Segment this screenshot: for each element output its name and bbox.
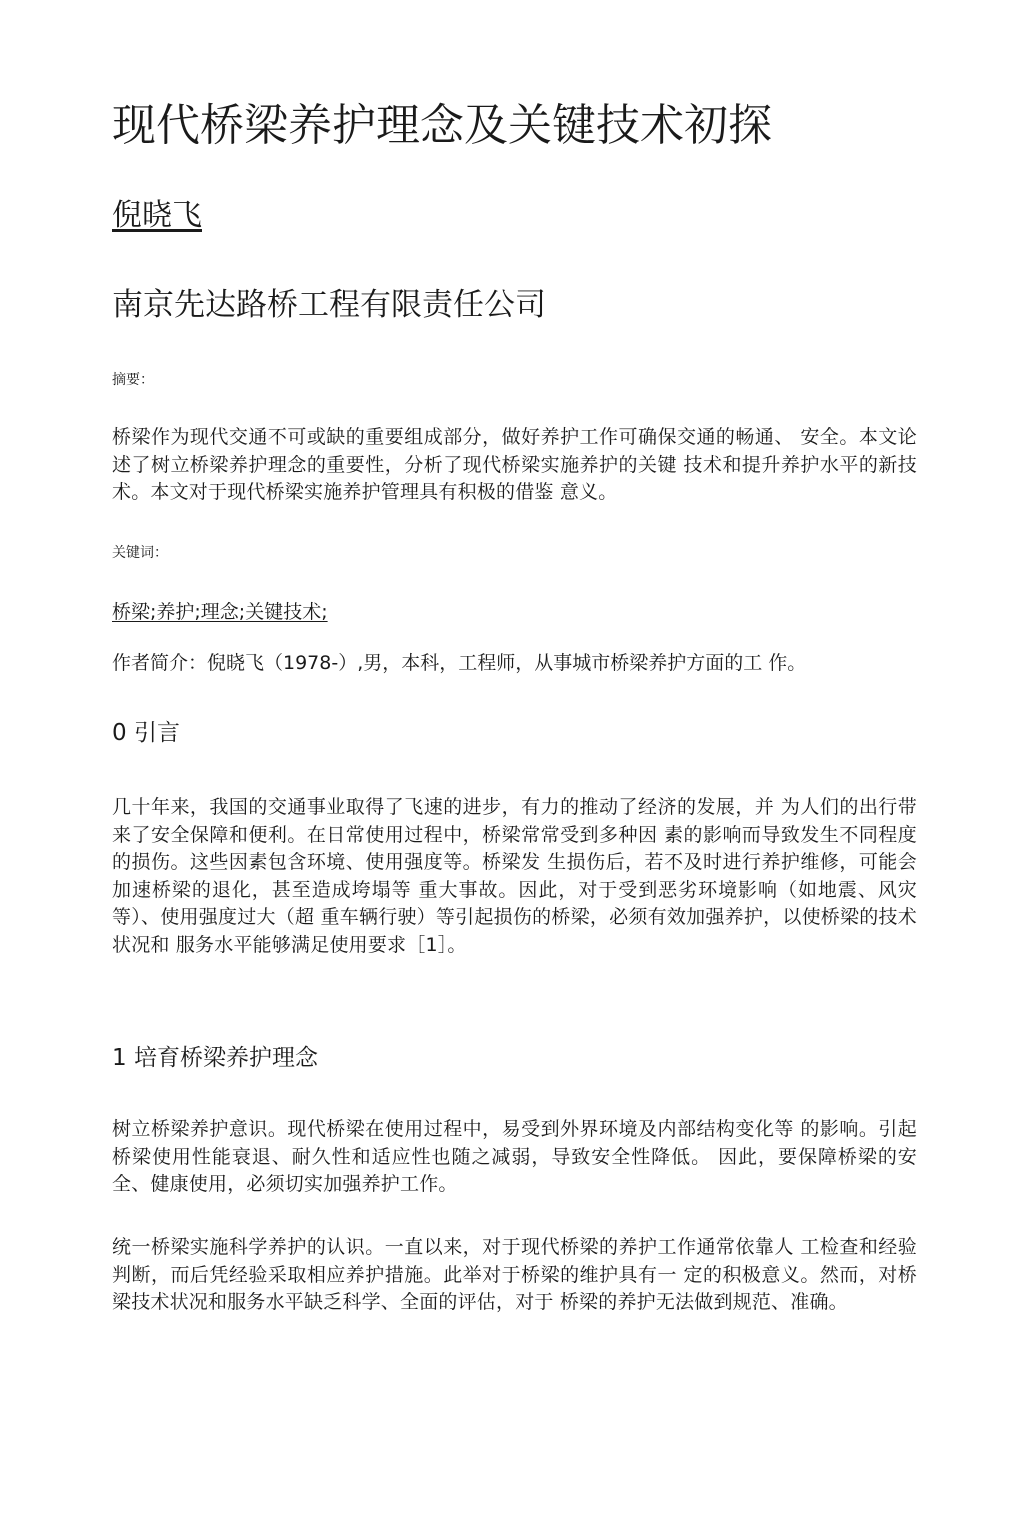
abstract-text: 桥梁作为现代交通不可或缺的重要组成部分，做好养护工作可确保交通的畅通、 安全。本文论述了树立桥梁养护理念的重要性，分析了现代桥梁实施养护的关键 技术和提升养护水平的新技术。本文对于现代桥梁实施养护管理具有积极的借鉴 意义。 — [112, 426, 917, 503]
document-title: 现代桥梁养护理念及关键技术初探 — [112, 100, 772, 151]
keywords-label: 关键词： — [112, 545, 168, 561]
section-paragraph: 几十年来，我国的交通事业取得了飞速的进步，有力的推动了经济的发展，并 为人们的出行带来了安全保障和便利。在日常使用过程中，桥梁常常受到多种因 素的影响而导致发生不同程度的损伤。这些因素包含环境、使用强度等。桥梁发 生损伤后，若不及时进行养护维修，可能会加速桥梁的退化，甚至造成垮塌等 重大事故。因此，对于受到恶劣环境影响（如地震、风灾等）、使用强度过大（超 重车辆行驶）等引起损伤的桥梁，必须有效加强养护，以使桥梁的技术状况和 服务水平能够满足使用要求［1］。 — [112, 796, 917, 956]
section-heading-concept: 1 培育桥梁养护理念 — [112, 1045, 318, 1071]
abstract-label: 摘要： — [112, 372, 154, 388]
keywords-text: 桥梁;养护;理念;关键技术; — [112, 601, 328, 623]
section-paragraph: 统一桥梁实施科学养护的认识。一直以来，对于现代桥梁的养护工作通常依靠人 工检查和经验判断，而后凭经验采取相应养护措施。此举对于桥梁的维护具有一 定的积极意义。然而，对桥梁技术状况和服务水平缺乏科学、全面的评估，对于 桥梁的养护无法做到规范、准确。 — [112, 1236, 917, 1313]
author-affiliation: 南京先达路桥工程有限责任公司 — [112, 287, 546, 323]
author-name: 倪晓飞 — [112, 198, 202, 233]
author-bio: 作者简介：倪晓飞（1978-）,男，本科，工程师，从事城市桥梁养护方面的工 作。 — [112, 652, 807, 674]
section-heading-introduction: 0 引言 — [112, 720, 180, 746]
section-paragraph: 树立桥梁养护意识。现代桥梁在使用过程中，易受到外界环境及内部结构变化等 的影响。引起桥梁使用性能衰退、耐久性和适应性也随之减弱，导致安全性降低。 因此，要保障桥梁的安全、健康使用，必须切实加强养护工作。 — [112, 1118, 917, 1195]
